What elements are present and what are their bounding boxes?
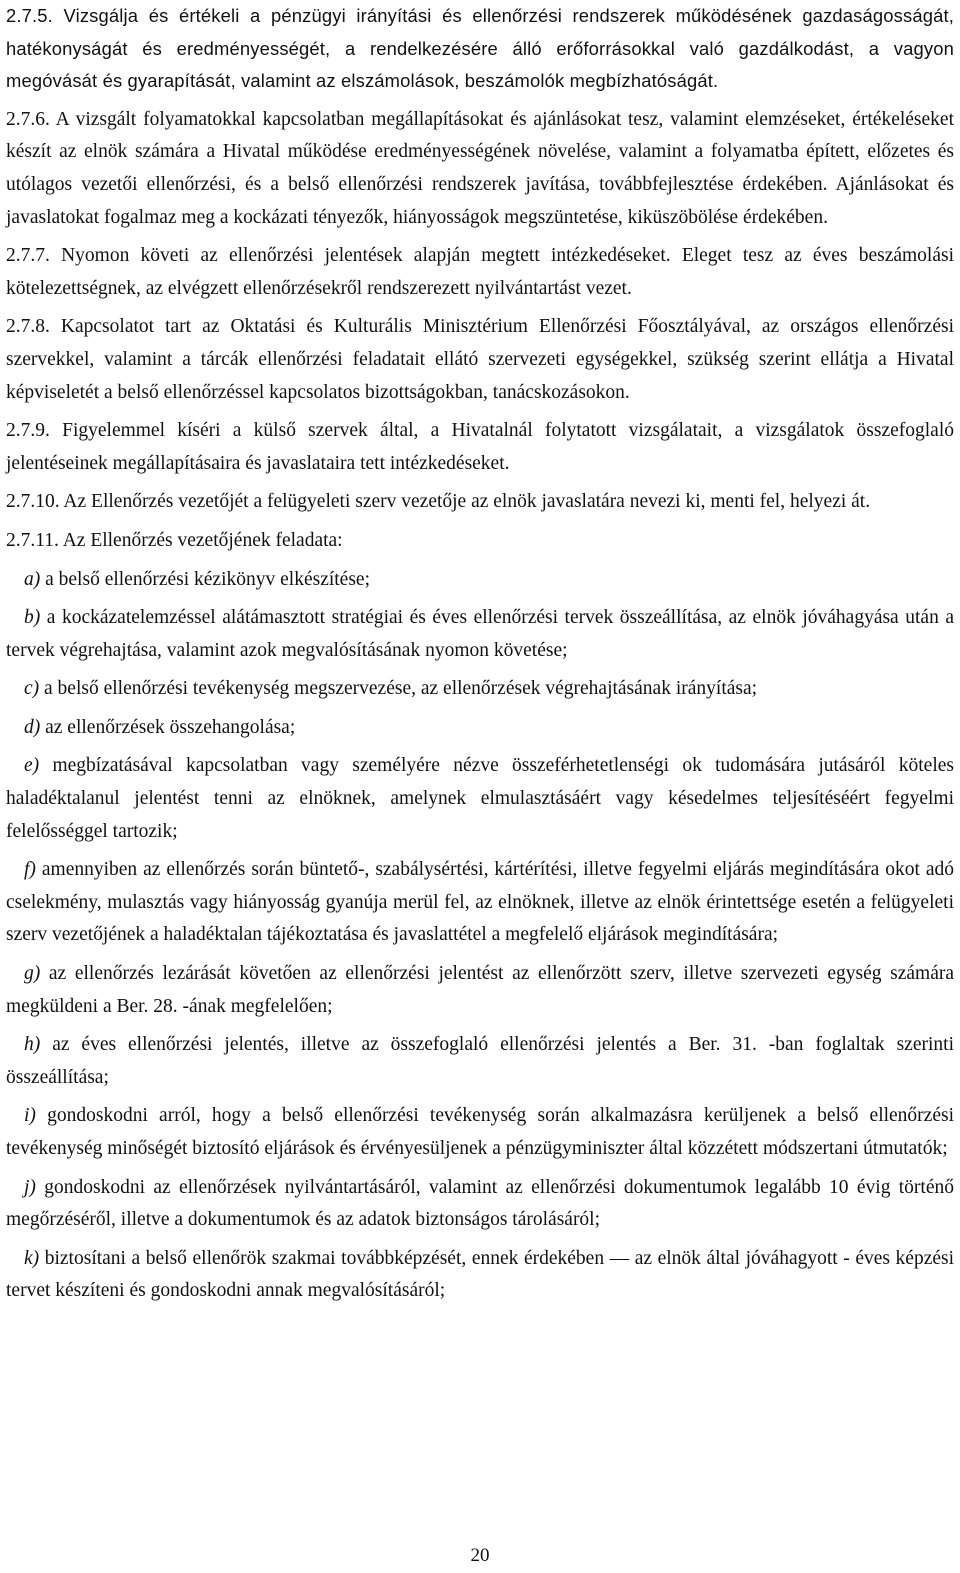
item-label: d) bbox=[24, 716, 41, 738]
list-item-j bbox=[6, 1172, 954, 1237]
paragraph-2-7-11: 2.7.11. Az Ellenőrzés vezetőjének feladata: bbox=[6, 529, 343, 551]
item-label: k) bbox=[24, 1247, 40, 1269]
list-item-e bbox=[6, 750, 954, 848]
item-text: az ellenőrzések összehangolása; bbox=[45, 716, 296, 738]
item-text: gondoskodni arról, hogy a belső ellenőrzési tevékenység során alkalmazásra kerüljenek a belső ellenőrzési tevékenység minőségét biztosító eljárások és érvényesüljenek a pénzügyminiszter által közzétett módszertani útmutatók; bbox=[6, 1105, 954, 1159]
list-item-i bbox=[6, 1100, 954, 1165]
item-text: biztosítani a belső ellenőrök szakmai továbbképzését, ennek érdekében — az elnök által jóváhagyott - éves képzési tervet készíteni és gondoskodni annak megvalósításáról; bbox=[6, 1247, 955, 1302]
item-text: a kockázatelemzéssel alátámasztott stratégiai és éves ellenőrzési tervek összeállítása, az elnök jóváhagyása után a tervek végrehajtása, valamint azok megvalósításának nyomon követése; bbox=[6, 607, 954, 661]
item-text: gondoskodni az ellenőrzések nyilvántartásáról, valamint az ellenőrzési dokumentumok legalább 10 évig történő megőrzéséről, illetve a dokumentumok és az adatok biztonságos tárolásáról; bbox=[6, 1176, 954, 1231]
item-text: az éves ellenőrzési jelentés, illetve az összefoglaló ellenőrzési jelentés a Ber. 31. -ban foglaltak szerinti összeállítása; bbox=[6, 1034, 954, 1088]
paragraph-2-7-7: 2.7.7. Nyomon követi az ellenőrzési jelentések alapján megtett intézkedéseket. Eleget tesz az éves beszámolási kötelezettségnek, az elvégzett ellenőrzésekről rendszerezett nyilvántartást vezet. bbox=[6, 245, 954, 299]
item-label: e) bbox=[24, 755, 40, 777]
list-item-k bbox=[6, 1243, 954, 1308]
list-item-a bbox=[6, 564, 954, 597]
item-label: g) bbox=[24, 963, 41, 985]
item-label: f) bbox=[24, 859, 36, 881]
item-label: h) bbox=[24, 1034, 41, 1056]
list-item-h bbox=[6, 1029, 954, 1094]
page-number: 20 bbox=[470, 1545, 490, 1566]
item-text: amennyiben az ellenőrzés során büntető-, szabálysértési, kártérítési, illetve fegyelmi eljárás megindítására okot adó cselekmény, mulasztás vagy hiányosság gyanúja merül fel, az elnöknek, illetve az elnök érintettsége esetén a felügyeleti szerv vezetőjének a haladéktalan tájékoztatása és javaslattétel a megfelelő eljárások megindítására; bbox=[6, 859, 955, 946]
list-item-g bbox=[6, 958, 954, 1023]
item-text: megbízatásával kapcsolatban vagy személyére nézve összeférhetetlenségi ok tudomására jutásáról köteles haladéktalanul jelentést tenni az elnöknek, amelynek elmulasztásáért vagy késedelmes teljesítéséért fegyelmi felelősséggel tartozik; bbox=[6, 755, 955, 842]
item-label: i) bbox=[24, 1105, 36, 1127]
list-item-c bbox=[6, 673, 954, 706]
item-label: j) bbox=[24, 1176, 36, 1198]
list-item-f bbox=[6, 854, 954, 952]
paragraph-2-7-8: 2.7.8. Kapcsolatot tart az Oktatási és Kulturális Minisztérium Ellenőrzési Főosztályával, az országos ellenőrzési szervekkel, valamint a tárcák ellenőrzési feladatait ellátó szervezeti egységekkel, szükség szerint ellátja a Hivatal képviseletét a belső ellenőrzéssel kapcsolatos bizottságokban, tanácskozásokon. bbox=[6, 316, 954, 403]
item-label: b) bbox=[24, 607, 41, 629]
list-item-b bbox=[6, 602, 954, 667]
item-text: a belső ellenőrzési tevékenység megszervezése, az ellenőrzések végrehajtásának irányítása; bbox=[44, 678, 758, 700]
paragraph-2-7-6: 2.7.6. A vizsgált folyamatokkal kapcsolatban megállapításokat és ajánlásokat tesz, valamint elemzéseket, értékeléseket készít az elnök számára a Hivatal működése eredményességének növelése, valamint a folyamatba épített, előzetes és utólagos vezetői ellenőrzési, és a belső ellenőrzési rendszerek javítása, továbbfejlesztése érdekében. Ajánlásokat és javaslatokat fogalmaz meg a kockázati tényezők, hiányosságok megszüntetése, kiküszöbölése érdekében. bbox=[6, 108, 954, 228]
item-label: a) bbox=[24, 568, 41, 590]
item-text: a belső ellenőrzési kézikönyv elkészítése; bbox=[45, 568, 370, 590]
list-item-d bbox=[6, 712, 954, 745]
paragraph-2-7-5: 2.7.5. Vizsgálja és értékeli a pénzügyi irányítási és ellenőrzési rendszerek működésének gazdaságosságát, hatékonyságát és eredményességét, a rendelkezésére álló erőforrásokkal való gazdálkodást, a vagyon megóvását és gyarapítását, valamint az elszámolások, beszámolók megbízhatóságát. bbox=[6, 5, 954, 92]
item-text: az ellenőrzés lezárását követően az ellenőrzési jelentést az ellenőrzött szerv, illetve szervezeti egység számára megküldeni a Ber. 28. -ának megfelelően; bbox=[6, 963, 954, 1017]
paragraph-2-7-9: 2.7.9. Figyelemmel kíséri a külső szervek által, a Hivatalnál folytatott vizsgálatait, a vizsgálatok összefoglaló jelentéseinek megállapításaira és javaslataira tett intézkedéseket. bbox=[6, 420, 954, 474]
paragraph-2-7-10: 2.7.10. Az Ellenőrzés vezetőjét a felügyeleti szerv vezetője az elnök javaslatára nevezi ki, menti fel, helyezi át. bbox=[6, 491, 871, 513]
item-label: c) bbox=[24, 678, 40, 700]
